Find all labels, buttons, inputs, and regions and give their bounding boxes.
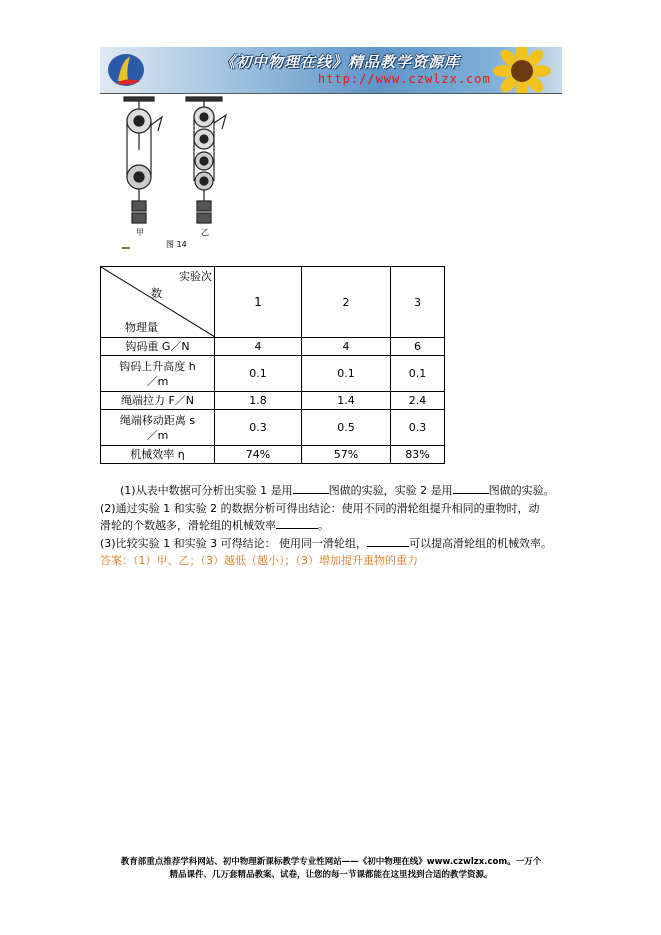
sunflower-image: [492, 47, 552, 93]
table-cell: 6: [391, 338, 445, 356]
figure-caption: 图 14: [166, 240, 187, 249]
row-label-distance: [101, 410, 215, 446]
site-title: 《初中物理在线》精品教学资源库: [220, 53, 461, 71]
column-header: 3: [391, 267, 445, 338]
q2-text-b: 滑轮的个数越多，滑轮组的机械效率: [100, 519, 276, 532]
table-cell: 83%: [391, 446, 445, 464]
table-cell: 2.4: [391, 392, 445, 410]
table-cell: 57%: [302, 446, 391, 464]
experiment-table: [100, 266, 445, 464]
figure-label-a: 甲: [136, 228, 144, 237]
row-label-force: 绳端拉力 F／N: [101, 392, 215, 410]
page-footer: [100, 856, 562, 882]
site-logo: [106, 51, 146, 89]
table-cell: 0.5: [302, 410, 391, 446]
question-2-line-2: [100, 517, 329, 533]
header-count-suffix: 数: [151, 287, 162, 300]
q1-text-c: 图做的实验。: [488, 484, 555, 497]
table-cell: 0.3: [391, 410, 445, 446]
footer-line-2: 精品课件、几万套精品教案、试卷，让您的每一节课都能在这里找到合适的教学资源。: [169, 870, 493, 880]
table-cell: 0.1: [302, 356, 391, 392]
question-1: [120, 482, 555, 498]
table-cell: 4: [302, 338, 391, 356]
table-cell: 1.4: [302, 392, 391, 410]
figure-label-b: 乙: [201, 228, 209, 237]
row-label-unit: ／m: [146, 428, 169, 442]
row-label-height: [101, 356, 215, 392]
footer-line-1: 教育部重点推荐学科网站、初中物理新课标教学专业性网站——《初中物理在线》www.czwlzx.com。一万个: [120, 857, 542, 867]
row-label-weight: 钩码重 G／N: [101, 338, 215, 356]
column-header: 2: [302, 267, 391, 338]
pulley-figure: [122, 95, 252, 250]
answer-line: 答案：（1）甲、乙；（3）越低（越小）；（3）增加提升重物的重力: [100, 554, 418, 567]
site-url[interactable]: http://www.czwlzx.com: [318, 72, 491, 86]
table-cell: 1.8: [215, 392, 302, 410]
table-cell: 4: [215, 338, 302, 356]
q3-text-b: 可以提高滑轮组的机械效率。: [409, 537, 553, 550]
answer-blank: [453, 482, 489, 494]
question-2-line-1: (2)通过实验 1 和实验 2 的数据分析可得出结论：使用不同的滑轮组提升相同的重物时，动: [100, 502, 540, 515]
row-label-line: 绳端移动距离 s: [119, 413, 196, 427]
q3-text-a: (3)比较实验 1 和实验 3 可得结论： 使用同一滑轮组，: [100, 537, 368, 550]
q2-text-c: 。: [318, 519, 329, 532]
row-label-unit: ／m: [146, 374, 169, 388]
header-experiment-count: 实验次: [179, 270, 212, 283]
column-header: 1: [215, 267, 302, 338]
answer-blank: [367, 535, 409, 547]
answer-blank: [293, 482, 329, 494]
header-banner: [100, 47, 562, 93]
header-rule: [100, 93, 562, 94]
q1-text-b: 图做的实验，实验 2 是用: [328, 484, 453, 497]
answer-blank: [276, 517, 318, 529]
table-cell: 74%: [215, 446, 302, 464]
row-label-line: 钩码上升高度 h: [119, 359, 196, 373]
table-cell: 0.1: [215, 356, 302, 392]
row-label-efficiency: 机械效率 η: [101, 446, 215, 464]
q1-text-a: (1)从表中数据可分析出实验 1 是用: [120, 484, 293, 497]
table-cell: 0.1: [391, 356, 445, 392]
table-cell: 0.3: [215, 410, 302, 446]
table-corner-header: [101, 267, 215, 338]
header-quantity: 物理量: [125, 321, 158, 334]
question-3: [100, 535, 552, 551]
